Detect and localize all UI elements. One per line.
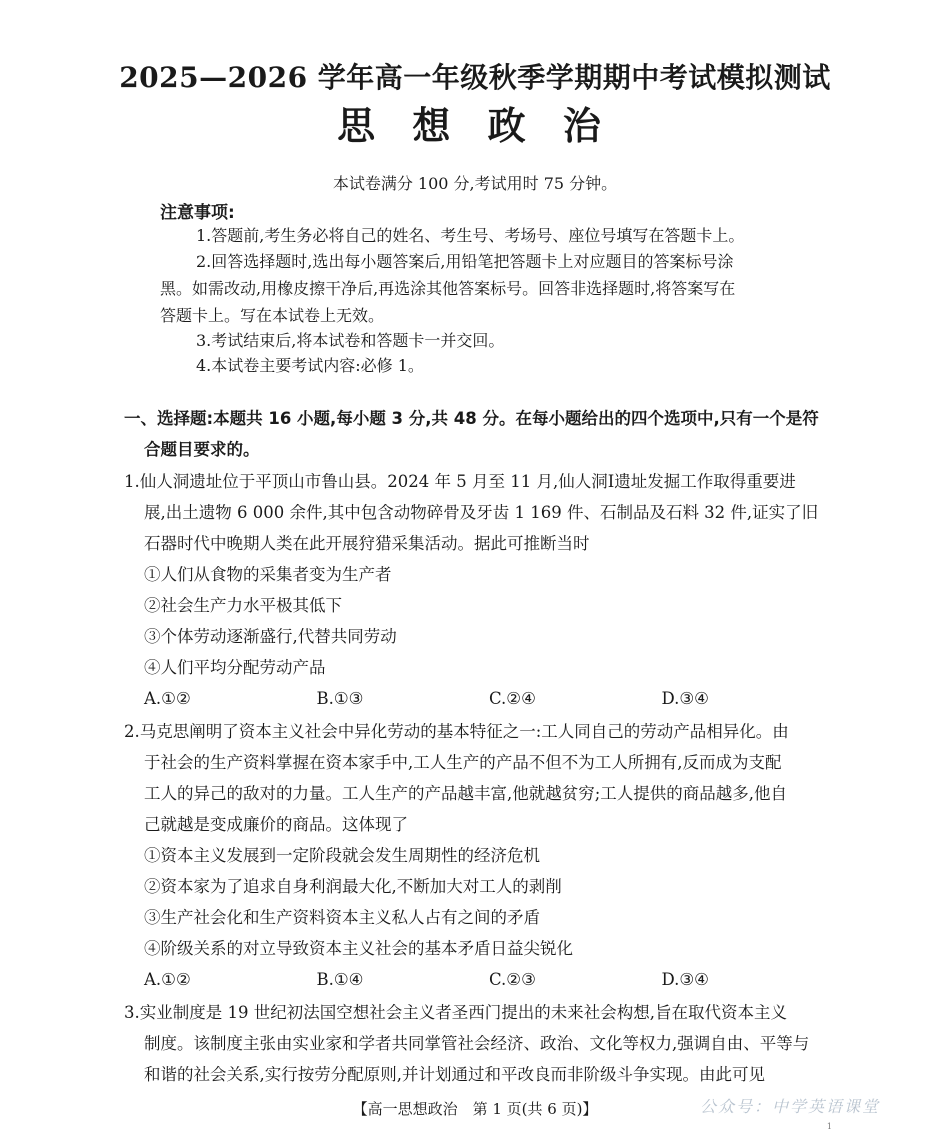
choice-c: C.②④ [489,689,536,708]
statement-2: ②资本家为了追求自身利润最大化,不断加大对工人的剥削 [144,877,562,896]
question-stem: 3.实业制度是 19 世纪初法国空想社会主义者圣西门提出的未来社会构想,旨在取代资本主义 [124,1003,787,1022]
question-1: 1.仙人洞遗址位于平顶山市鲁山县。2024 年 5 月至 11 月,仙人洞Ⅰ遗址发掘工作取得重要进 展,出土遗物 6 000 余件,其中包含动物碎骨及牙齿 1 169 件、石制品及石料 32 件,证实了旧 石器时代中晚期人类在此开展狩猎采集活动。据此可推断当时 ①人们从食物的采集者变为生产者 ②社会生产力水平极其低下 ③个体劳动逐渐盛行,代替共同劳动 ④人们平均分配劳动产品 A.①② B.①③ C.②④ D.③④ [124,466,834,714]
choice-d: D.③④ [661,970,709,989]
question-stem: 1.仙人洞遗址位于平顶山市鲁山县。2024 年 5 月至 11 月,仙人洞Ⅰ遗址发掘工作取得重要进 [124,472,796,491]
notice-heading: 注意事项: [160,203,235,223]
question-stem: 2.马克思阐明了资本主义社会中异化劳动的基本特征之一:工人同自己的劳动产品相异化。由 [124,722,789,741]
choice-a: A.①② [144,970,191,989]
question-2: 2.马克思阐明了资本主义社会中异化劳动的基本特征之一:工人同自己的劳动产品相异化。由 于社会的生产资料掌握在资本家手中,工人生产的产品不但不为工人所拥有,反而成为支配 工人的异己的敌对的力量。工人生产的产品越丰富,他就越贫穷;工人提供的商品越多,他自 己就越是变成廉价的商品。这体现了 ①资本主义发展到一定阶段就会发生周期性的经济危机 ②资本家为了追求自身利润最大化,不断加大对工人的剥削 ③生产社会化和生产资料资本主义私人占有之间的矛盾 ④阶级关系的对立导致资本主义社会的基本矛盾日益尖锐化 A.①② B.①④ C.②③ D.③④ [124,716,834,995]
page-footer: 【高一思想政治 第 1 页(共 6 页)】 [352,1100,598,1118]
statement-2: ②社会生产力水平极其低下 [144,596,342,615]
notice-item-2: 2.回答选择题时,选出每小题答案后,用铅笔把答题卡上对应题目的答案标号涂 黑。如需改动,用橡皮擦干净后,再选涂其他答案标号。回答非选择题时,将答案写在 答题卡上。写在本试卷上无效。 [160,252,736,325]
answer-choices [124,964,834,995]
choice-c: C.②③ [489,970,536,989]
subject-title: 思 想 政 治 [337,104,613,148]
question-3: 3.实业制度是 19 世纪初法国空想社会主义者圣西门提出的未来社会构想,旨在取代资本主义 制度。该制度主张由实业家和学者共同掌管社会经济、政治、文化等权力,强调自由、平等与 和谐的社会关系,实行按劳分配原则,并计划通过和平改良而非阶级斗争实现。由此可见 [124,997,834,1090]
statement-3: ③个体劳动逐渐盛行,代替共同劳动 [144,627,397,646]
notice-item-4: 4.本试卷主要考试内容:必修 1。 [196,356,424,375]
notice-item-1: 1.答题前,考生务必将自己的姓名、考生号、考场号、座位号填写在答题卡上。 [196,226,745,245]
choice-a: A.①② [144,689,191,708]
answer-choices [124,683,834,714]
watermark: 公众号：中学英语课堂 [699,1097,880,1116]
statement-3: ③生产社会化和生产资料资本主义私人占有之间的矛盾 [144,908,540,927]
notice-item-3: 3.考试结束后,将本试卷和答题卡一并交回。 [196,331,505,350]
choice-d: D.③④ [661,689,709,708]
statement-1: ①资本主义发展到一定阶段就会发生周期性的经济危机 [144,846,540,865]
score-note: 本试卷满分 100 分,考试用时 75 分钟。 [332,174,618,193]
statement-1: ①人们从食物的采集者变为生产者 [144,565,392,584]
section-heading: 一、选择题:本题共 16 小题,每小题 3 分,共 48 分。在每小题给出的四个选项中,只有一个是符 合题目要求的。 [124,409,819,459]
statement-4: ④人们平均分配劳动产品 [144,658,326,677]
page-mark: 1 [826,1122,832,1131]
choice-b: B.①③ [316,689,364,708]
choice-b: B.①④ [316,970,364,989]
exam-title: 2025—2026 学年高一年级秋季学期期中考试模拟测试 [119,61,831,94]
statement-4: ④阶级关系的对立导致资本主义社会的基本矛盾日益尖锐化 [144,939,573,958]
